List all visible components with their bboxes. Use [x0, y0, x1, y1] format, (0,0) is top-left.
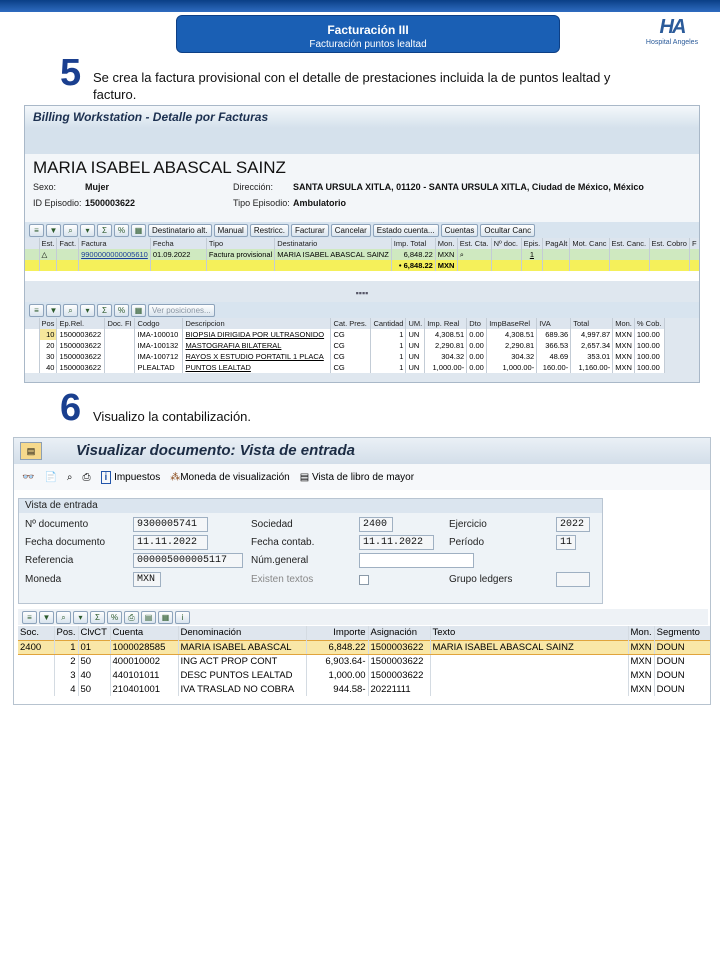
top-bar: [0, 0, 720, 12]
col-header[interactable]: Segmento: [654, 626, 711, 640]
align-icon[interactable]: ≡: [29, 224, 44, 237]
destinatario-alt-button[interactable]: Destinatario alt.: [148, 224, 212, 237]
positions-toolbar: [25, 302, 699, 318]
logo-text: Hospital Angeles: [645, 39, 699, 46]
fecha-cell: 01.09.2022: [150, 249, 206, 260]
col-header[interactable]: ClvCT: [78, 626, 110, 640]
ndoc-label: Nº documento: [25, 519, 89, 530]
sexo-value: Mujer: [85, 182, 110, 192]
table-row[interactable]: 3 40 440101011 DESC PUNTOS LEALTAD 1,000.00 1500003622 MXN DOUN: [18, 668, 711, 682]
moneda-label: Moneda de visualización: [180, 471, 290, 483]
lines-header-row: [18, 626, 711, 640]
col-header[interactable]: Cuenta: [110, 626, 178, 640]
col-header[interactable]: % Cob.: [634, 318, 664, 329]
col-header[interactable]: Descripcion: [183, 318, 331, 329]
impuestos-button[interactable]: [101, 472, 161, 483]
col-header[interactable]: Est. Canc.: [609, 238, 649, 249]
col-header[interactable]: Texto: [430, 626, 628, 640]
col-header[interactable]: Fecha: [150, 238, 206, 249]
col-header[interactable]: Est.: [39, 238, 57, 249]
col-header[interactable]: Epis.: [521, 238, 543, 249]
col-header[interactable]: F: [689, 238, 700, 249]
periodo-field[interactable]: 11: [556, 535, 576, 550]
col-header[interactable]: Cat. Pres.: [331, 318, 371, 329]
ejercicio-label: Ejercicio: [449, 519, 487, 530]
subtotal-icon[interactable]: %: [114, 224, 129, 237]
manual-button[interactable]: Manual: [214, 224, 248, 237]
find-icon[interactable]: ⌕: [66, 471, 73, 483]
referencia-label: Referencia: [25, 555, 74, 566]
num-general-field[interactable]: [359, 553, 474, 568]
col-header[interactable]: Total: [571, 318, 613, 329]
ver-posiciones-button[interactable]: Ver posiciones...: [148, 304, 215, 317]
table-row[interactable]: 2 50 400010002 ING ACT PROP CONT 6,903.64- 1500003622 MXN DOUN: [18, 654, 711, 668]
step-5-text: Se crea la factura provisional con el detalle de prestaciones incluida la de puntos lealtad y facturo.: [93, 70, 611, 102]
filter-icon[interactable]: ▼: [46, 304, 61, 317]
sociedad-field[interactable]: 2400: [359, 517, 393, 532]
grupo-ledgers-field[interactable]: [556, 572, 590, 587]
filter-dropdown-icon[interactable]: ▾: [73, 611, 88, 624]
position-row[interactable]: 20 1500003622 IMA-100132 MASTOGRAFIA BILATERAL CG 1 UN 2,290.81 0.00 2,290.81 366.53 2,657.34 MXN 100.00: [25, 340, 665, 351]
filter-dropdown-icon[interactable]: ▾: [80, 304, 95, 317]
fecha-documento-field[interactable]: 11.11.2022: [133, 535, 208, 550]
col-header[interactable]: Pos.: [54, 626, 78, 640]
export-icon[interactable]: ▤: [141, 611, 156, 624]
episodio-id-value: 1500003622: [85, 198, 136, 208]
print-icon[interactable]: ⎙: [124, 611, 139, 624]
col-header[interactable]: Soc.: [18, 626, 54, 640]
positions-header-row: [25, 318, 665, 329]
splitter-handle[interactable]: ▪▪▪▪: [355, 288, 369, 298]
col-header[interactable]: Codgo: [135, 318, 183, 329]
sociedad-label: Sociedad: [251, 519, 293, 530]
destinatario-cell: MARIA ISABEL ABASCAL SAINZ: [275, 249, 392, 260]
col-header[interactable]: Dto: [467, 318, 487, 329]
row-selector[interactable]: [25, 249, 39, 260]
col-header[interactable]: Importe: [306, 626, 368, 640]
layout-icon[interactable]: ▦: [158, 611, 173, 624]
document-lines-table: [18, 626, 711, 696]
col-header[interactable]: Tipo: [206, 238, 274, 249]
col-header[interactable]: ImpBaseRel: [487, 318, 537, 329]
positions-table: [25, 318, 665, 373]
vd-title-bar: [14, 438, 710, 464]
col-header[interactable]: PagAlt: [543, 238, 570, 249]
fecha-contab-field[interactable]: 11.11.2022: [359, 535, 434, 550]
col-header[interactable]: Denominación: [178, 626, 306, 640]
layout-icon[interactable]: ▦: [131, 224, 146, 237]
ndoc-field[interactable]: 9300005741: [133, 517, 208, 532]
position-row[interactable]: 40 1500003622 PLEALTAD PUNTOS LEALTAD CG 1 UN 1,000.00- 0.00 1,000.00- 160.00- 1,160.00- MXN 100.00: [25, 362, 665, 373]
impuestos-label: Impuestos: [114, 471, 161, 483]
table-row[interactable]: 4 50 210401001 IVA TRASLAD NO COBRA 944.58- 20221111 MXN DOUN: [18, 682, 711, 696]
moneda-field[interactable]: MXN: [133, 572, 161, 587]
col-header[interactable]: IVA: [537, 318, 571, 329]
vista-entrada-panel: [18, 498, 603, 604]
col-header[interactable]: Est. Cta.: [457, 238, 491, 249]
invoice-toolbar: [25, 222, 699, 238]
table-row[interactable]: 2400 1 01 1000028585 MARIA ISABEL ABASCAL 6,848.22 1500003622 MARIA ISABEL ABASCAL SAINZ MXN DOUN: [18, 640, 711, 654]
col-header[interactable]: Cantidad: [371, 318, 406, 329]
factura-link[interactable]: 9900000000005610: [79, 249, 151, 260]
direccion-value: SANTA URSULA XITLA, 01120 - SANTA URSULA XITLA, Ciudad de México, México: [293, 182, 644, 192]
step-6-number: 6: [60, 387, 82, 429]
slide-subtitle: Facturación puntos lealtad: [309, 39, 427, 50]
cancelar-button[interactable]: Cancelar: [331, 224, 371, 237]
hospital-logo: [636, 16, 708, 46]
invoice-row[interactable]: [25, 249, 700, 260]
epis-link[interactable]: 1: [521, 249, 543, 260]
col-header[interactable]: Pos: [39, 318, 57, 329]
ocultar-canc-button[interactable]: Ocultar Canc: [480, 224, 535, 237]
filter-dropdown-icon[interactable]: ▾: [80, 224, 95, 237]
logo-mark: HA: [659, 16, 685, 38]
patient-name: MARIA ISABEL ABASCAL SAINZ: [33, 158, 286, 177]
info-icon: i: [101, 471, 112, 484]
col-header[interactable]: Est. Cobro: [649, 238, 689, 249]
facturar-button[interactable]: Facturar: [291, 224, 329, 237]
billing-workstation-window: [24, 105, 700, 383]
find-icon[interactable]: ⌕: [63, 304, 78, 317]
grupo-ledgers-label: Grupo ledgers: [449, 574, 513, 585]
col-header[interactable]: Fact.: [57, 238, 79, 249]
currency-icon: ⁂: [170, 471, 181, 483]
glasses-icon[interactable]: 👓: [22, 471, 35, 483]
tipo-cell: Factura provisional: [206, 249, 274, 260]
estado-cuenta-button[interactable]: Estado cuenta...: [373, 224, 439, 237]
subtotal-icon[interactable]: %: [107, 611, 122, 624]
col-header[interactable]: Asignación: [368, 626, 430, 640]
align-icon[interactable]: ≡: [22, 611, 37, 624]
col-header[interactable]: UM.: [406, 318, 425, 329]
sum-total: • 6,848.22: [391, 260, 435, 271]
slide-title-box: [176, 15, 560, 53]
fecha-contab-label: Fecha contab.: [251, 537, 315, 548]
col-header[interactable]: Imp. Total: [391, 238, 435, 249]
periodo-label: Período: [449, 537, 485, 548]
step-6-text: Visualizo la contabilización.: [93, 409, 252, 424]
vd-toolbar: [14, 464, 710, 490]
align-icon[interactable]: ≡: [29, 304, 44, 317]
billing-toolbar-strip: [25, 128, 699, 154]
total-cell: 6,848.22: [391, 249, 435, 260]
vd-grid-toolbar: [18, 609, 708, 625]
info-icon[interactable]: i: [175, 611, 190, 624]
mon-cell: MXN: [435, 249, 457, 260]
filter-icon[interactable]: ▼: [39, 611, 54, 624]
col-header[interactable]: Ep.Rel.: [57, 318, 105, 329]
fecha-documento-label: Fecha documento: [25, 537, 106, 548]
restricc-button[interactable]: Restricc.: [250, 224, 289, 237]
invoice-table: [25, 238, 700, 281]
moneda-label: Moneda: [25, 574, 62, 585]
billing-window-title: Billing Workstation - Detalle por Facturas: [25, 106, 699, 128]
visualizar-documento-window: [13, 437, 711, 705]
subtotal-icon[interactable]: %: [114, 304, 129, 317]
col-empty: [25, 238, 39, 249]
magnifier-icon[interactable]: ⌕: [457, 249, 491, 260]
vd-window-title: Visualizar documento: Vista de entrada: [76, 442, 355, 459]
tipo-episodio-value: Ambulatorio: [293, 198, 346, 208]
col-header[interactable]: Mon.: [435, 238, 457, 249]
position-row[interactable]: 30 1500003622 IMA-100712 RAYOS X ESTUDIO PORTATIL 1 PLACA CG 1 UN 304.32 0.00 304.32 48.69 353.01 MXN 100.00: [25, 351, 665, 362]
ejercicio-field[interactable]: 2022: [556, 517, 590, 532]
sum-icon[interactable]: Σ: [97, 304, 112, 317]
existen-textos-checkbox[interactable]: [359, 575, 369, 585]
invoice-sum-row: [25, 260, 700, 271]
layout-icon[interactable]: ▦: [131, 304, 146, 317]
invoice-header-row: [25, 238, 700, 249]
panel-caption: Vista de entrada: [19, 499, 602, 513]
step-5-number: 5: [60, 52, 82, 94]
direccion-label: Dirección:: [233, 182, 274, 192]
patient-header: [25, 154, 699, 222]
find-icon[interactable]: ⌕: [63, 224, 78, 237]
sum-icon[interactable]: Σ: [90, 611, 105, 624]
col-header[interactable]: Factura: [79, 238, 151, 249]
moneda-visualizacion-button[interactable]: [170, 472, 290, 483]
referencia-field[interactable]: 000005000005117: [133, 553, 243, 568]
sum-icon[interactable]: Σ: [97, 224, 112, 237]
slide-title: Facturación III: [327, 23, 409, 37]
print-icon[interactable]: ⎙: [82, 471, 91, 483]
tipo-episodio-label: Tipo Episodio:: [233, 198, 290, 208]
col-header[interactable]: Mot. Canc: [570, 238, 609, 249]
cuentas-button[interactable]: Cuentas: [441, 224, 479, 237]
invoice-empty-row: [25, 271, 700, 281]
col-header[interactable]: Imp. Real: [425, 318, 467, 329]
ledger-icon: ▤: [299, 471, 310, 483]
col-header[interactable]: Doc. FI: [105, 318, 135, 329]
sum-mon: MXN: [435, 260, 457, 271]
col-header[interactable]: Destinatario: [275, 238, 392, 249]
col-header[interactable]: Mon.: [628, 626, 654, 640]
document-icon[interactable]: 📄: [44, 471, 57, 483]
sexo-label: Sexo:: [33, 182, 57, 192]
episodio-id-label: ID Episodio:: [33, 198, 82, 208]
vista-libro-mayor-button[interactable]: [300, 472, 414, 483]
num-general-label: Núm.general: [251, 555, 309, 566]
menu-icon[interactable]: ▤: [20, 442, 42, 460]
libro-label: Vista de libro de mayor: [311, 471, 415, 483]
existen-textos-label: Existen textos: [251, 574, 314, 585]
warning-icon: △: [39, 249, 57, 260]
position-row[interactable]: 10 1500003622 IMA-100010 BIOPSIA DIRIGIDA POR ULTRASONIDO CG 1 UN 4,308.51 0.00 4,308.51 689.36 4,997.87 MXN 100.00: [25, 329, 665, 340]
col-header[interactable]: Mon.: [613, 318, 635, 329]
find-icon[interactable]: ⌕: [56, 611, 71, 624]
filter-icon[interactable]: ▼: [46, 224, 61, 237]
col-header[interactable]: Nº doc.: [491, 238, 521, 249]
